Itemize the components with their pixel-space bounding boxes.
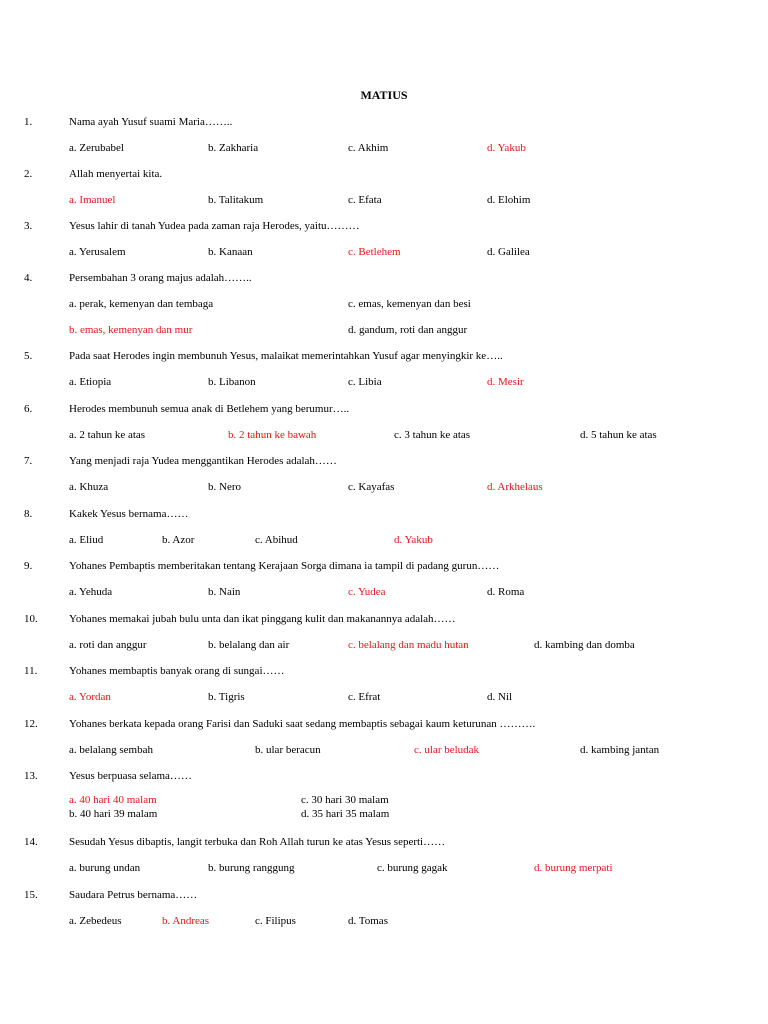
answer-option: d. gandum, roti dan anggur bbox=[348, 324, 468, 336]
question-number: 8. bbox=[24, 508, 33, 520]
answer-option: a. roti dan anggur bbox=[69, 639, 147, 651]
question-number: 5. bbox=[24, 350, 33, 362]
question-number: 10. bbox=[24, 613, 38, 625]
question-number: 6. bbox=[24, 403, 33, 415]
question-number: 3. bbox=[24, 220, 33, 232]
answer-option: a. burung undan bbox=[69, 862, 141, 874]
question-number: 14. bbox=[24, 836, 38, 848]
question-text: Yesus lahir di tanah Yudea pada zaman raja Herodes, yaitu……… bbox=[69, 220, 360, 232]
question-text: Sesudah Yesus dibaptis, langit terbuka dan Roh Allah turun ke atas Yesus seperti…… bbox=[69, 836, 446, 848]
answer-option: a. perak, kemenyan dan tembaga bbox=[69, 298, 214, 310]
question-text: Yohanes memakai jubah bulu unta dan ikat pinggang kulit dan makanannya adalah…… bbox=[69, 613, 456, 625]
answer-option: d. 35 hari 35 malam bbox=[301, 808, 390, 820]
answer-option-correct: a. Imanuel bbox=[69, 194, 116, 206]
answer-option: a. Eliud bbox=[69, 534, 104, 546]
answer-option: a. 2 tahun ke atas bbox=[69, 429, 146, 441]
answer-option: c. Kayafas bbox=[348, 481, 395, 493]
answer-option: c. Akhim bbox=[348, 142, 389, 154]
answer-option: c. Filipus bbox=[255, 915, 296, 927]
question-text: Yohanes Pembaptis memberitakan tentang Kerajaan Sorga dimana ia tampil di padang gurun…… bbox=[69, 560, 500, 572]
answer-option: c. 30 hari 30 malam bbox=[301, 794, 389, 806]
question-number: 13. bbox=[24, 770, 38, 782]
answer-option: d. Tomas bbox=[348, 915, 388, 927]
answer-option: d. kambing jantan bbox=[580, 744, 660, 756]
question-text: Yang menjadi raja Yudea menggantikan Herodes adalah…… bbox=[69, 455, 337, 467]
answer-option-correct: d. Yakub bbox=[394, 534, 433, 546]
answer-option: b. Talitakum bbox=[208, 194, 264, 206]
answer-option: b. Libanon bbox=[208, 376, 256, 388]
answer-option: b. ular beracun bbox=[255, 744, 321, 756]
answer-option: b. Tigris bbox=[208, 691, 245, 703]
answer-option: d. 5 tahun ke atas bbox=[580, 429, 657, 441]
question-text: Saudara Petrus bernama…… bbox=[69, 889, 198, 901]
answer-option: d. Galilea bbox=[487, 246, 530, 258]
answer-option: b. Nero bbox=[208, 481, 241, 493]
answer-option: a. Etiopia bbox=[69, 376, 112, 388]
answer-option: d. kambing dan domba bbox=[534, 639, 635, 651]
question-text: Allah menyertai kita. bbox=[69, 168, 163, 180]
answer-option: a. Zebedeus bbox=[69, 915, 122, 927]
question-number: 15. bbox=[24, 889, 38, 901]
answer-option-correct: d. Mesir bbox=[487, 376, 524, 388]
answer-option-correct: c. ular beludak bbox=[414, 744, 480, 756]
answer-option: c. Libia bbox=[348, 376, 382, 388]
answer-option-correct: a. 40 hari 40 malam bbox=[69, 794, 157, 806]
answer-option: b. Azor bbox=[162, 534, 195, 546]
question-text: Nama ayah Yusuf suami Maria…….. bbox=[69, 116, 233, 128]
answer-option: c. burung gagak bbox=[377, 862, 448, 874]
question-number: 11. bbox=[24, 665, 38, 677]
answer-option: a. Yehuda bbox=[69, 586, 113, 598]
answer-option-correct: d. Arkhelaus bbox=[487, 481, 543, 493]
answer-option: b. burung ranggung bbox=[208, 862, 295, 874]
answer-option: d. Roma bbox=[487, 586, 525, 598]
answer-option: a. Khuza bbox=[69, 481, 109, 493]
question-number: 12. bbox=[24, 718, 38, 730]
answer-option-correct: b. emas, kemenyan dan mur bbox=[69, 324, 193, 336]
question-number: 4. bbox=[24, 272, 33, 284]
answer-option: a. belalang sembah bbox=[69, 744, 153, 756]
answer-option: c. Abihud bbox=[255, 534, 298, 546]
answer-option: a. Yerusalem bbox=[69, 246, 126, 258]
answer-option-correct: d. Yakub bbox=[487, 142, 526, 154]
answer-option: c. Efata bbox=[348, 194, 382, 206]
answer-option-correct: c. Betlehem bbox=[348, 246, 401, 258]
question-number: 7. bbox=[24, 455, 33, 467]
answer-option: b. Zakharia bbox=[208, 142, 259, 154]
answer-option: c. 3 tahun ke atas bbox=[394, 429, 471, 441]
question-text: Pada saat Herodes ingin membunuh Yesus, malaikat memerintahkan Yusuf agar menyingkir ke….. bbox=[69, 350, 503, 362]
question-text: Yohanes membaptis banyak orang di sungai…… bbox=[69, 665, 285, 677]
question-number: 9. bbox=[24, 560, 33, 572]
page-title: MATIUS bbox=[360, 88, 408, 102]
answer-option: d. Nil bbox=[487, 691, 513, 703]
answer-option: d. Elohim bbox=[487, 194, 531, 206]
question-text: Kakek Yesus bernama…… bbox=[69, 508, 189, 520]
question-number: 2. bbox=[24, 168, 33, 180]
answer-option: c. Efrat bbox=[348, 691, 381, 703]
answer-option: b. 40 hari 39 malam bbox=[69, 808, 158, 820]
answer-option-correct: b. Andreas bbox=[162, 915, 210, 927]
answer-option-correct: a. Yordan bbox=[69, 691, 111, 703]
answer-option-correct: b. 2 tahun ke bawah bbox=[228, 429, 317, 441]
answer-option-correct: c. Yudea bbox=[348, 586, 386, 598]
question-text: Yohanes berkata kepada orang Farisi dan Saduki saat sedang membaptis sebagai kaum keturunan ………. bbox=[69, 718, 536, 730]
question-number: 1. bbox=[24, 116, 33, 128]
answer-option: b. Nain bbox=[208, 586, 241, 598]
question-text: Herodes membunuh semua anak di Betlehem yang berumur….. bbox=[69, 403, 350, 415]
question-text: Persembahan 3 orang majus adalah…….. bbox=[69, 272, 252, 284]
question-text: Yesus berpuasa selama…… bbox=[69, 770, 192, 782]
answer-option: b. belalang dan air bbox=[208, 639, 290, 651]
answer-option-correct: c. belalang dan madu hutan bbox=[348, 639, 469, 651]
answer-option: a. Zerubabel bbox=[69, 142, 124, 154]
answer-option-correct: d. burung merpati bbox=[534, 862, 613, 874]
answer-option: b. Kanaan bbox=[208, 246, 253, 258]
answer-option: c. emas, kemenyan dan besi bbox=[348, 298, 471, 310]
